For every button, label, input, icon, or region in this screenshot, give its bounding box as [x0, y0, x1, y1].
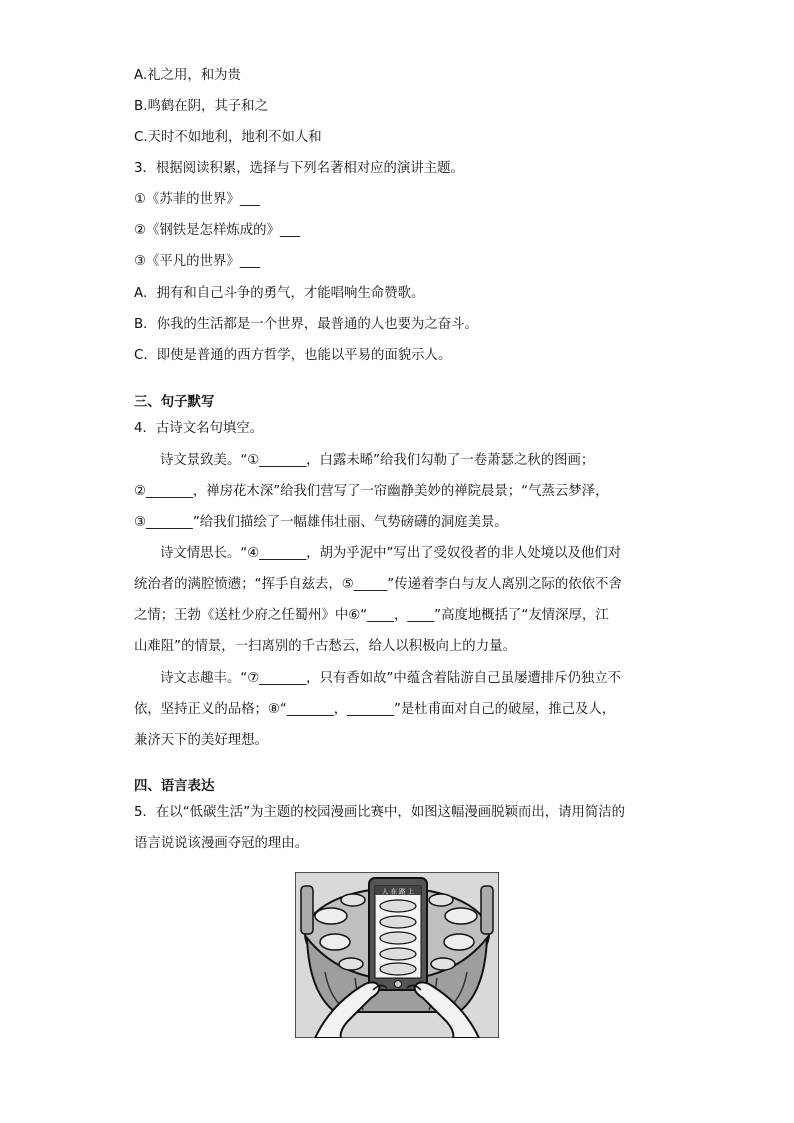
- q3-stem: 3．根据阅读积累，选择与下列名著相对应的演讲主题。: [134, 161, 464, 176]
- q4-line-7: 山难阻”的情景，一扫离别的千古愁云，给人以积极向上的力量。: [134, 639, 516, 654]
- q4-line-8: 诗文志趣丰。“⑦_______，只有香如故”中蕴含着陆游自己虽屡遭排斥仍独立不: [160, 671, 622, 686]
- cartoon-figure: [295, 872, 499, 1038]
- option-b-prev: B.鸣鹤在阴，其子和之: [134, 99, 268, 114]
- q5-line-1: 5．在以“低碳生活”为主题的校园漫画比赛中，如图这幅漫画脱颖而出，请用简洁的: [134, 805, 626, 820]
- q5-line-2: 语言说说该漫画夺冠的理由。: [134, 836, 309, 851]
- option-c-prev: C.天时不如地利，地利不如人和: [134, 130, 322, 145]
- phone-caption: 人 在 路 上: [381, 887, 415, 896]
- q3-item-3: ③《平凡的世界》___: [134, 254, 260, 269]
- q3-option-a: A．拥有和自己斗争的勇气，才能唱响生命赞歌。: [134, 286, 425, 301]
- q4-stem: 4．古诗文名句填空。: [134, 421, 264, 436]
- section3-title: 三、句子默写: [134, 395, 215, 410]
- q4-line-6: 之情；王勃《送杜少府之任蜀州》中⑥“____，____”高度地概括了“友情深厚，江: [134, 608, 609, 623]
- q4-line-1: 诗文景致美。“①_______，白露未晞”给我们勾勒了一卷萧瑟之秋的图画；: [160, 453, 595, 468]
- q4-line-2: ②_______，禅房花木深”给我们营写了一帘幽静美妙的禅院晨景；“气蒸云梦泽，: [134, 484, 609, 499]
- q3-option-b: B．你我的生活都是一个世界，最普通的人也要为之奋斗。: [134, 317, 478, 332]
- section4-title: 四、语言表达: [134, 779, 215, 794]
- q4-line-9: 依，坚持正义的品格；⑧“_______，_______”是杜甫面对自己的破屋，推己及人，: [134, 702, 616, 717]
- q4-line-3: ③_______”给我们描绘了一幅雄伟壮丽、气势磅礴的洞庭美景。: [134, 515, 508, 530]
- q3-option-c: C．即使是普通的西方哲学，也能以平易的面貌示人。: [134, 348, 452, 363]
- q4-line-5: 统治者的满腔愤懑；“挥手自兹去，⑤_____”传递着李白与友人离别之际的依依不舍: [134, 577, 622, 592]
- q3-item-1: ①《苏菲的世界》___: [134, 192, 260, 207]
- option-a-prev: A.礼之用，和为贵: [134, 68, 241, 83]
- q3-item-2: ②《钢铁是怎样炼成的》___: [134, 223, 300, 238]
- q4-line-4: 诗文情思长。“④_______，胡为乎泥中”写出了受奴役者的非人处境以及他们对: [160, 546, 622, 561]
- q4-line-10: 兼济天下的美好理想。: [134, 733, 268, 748]
